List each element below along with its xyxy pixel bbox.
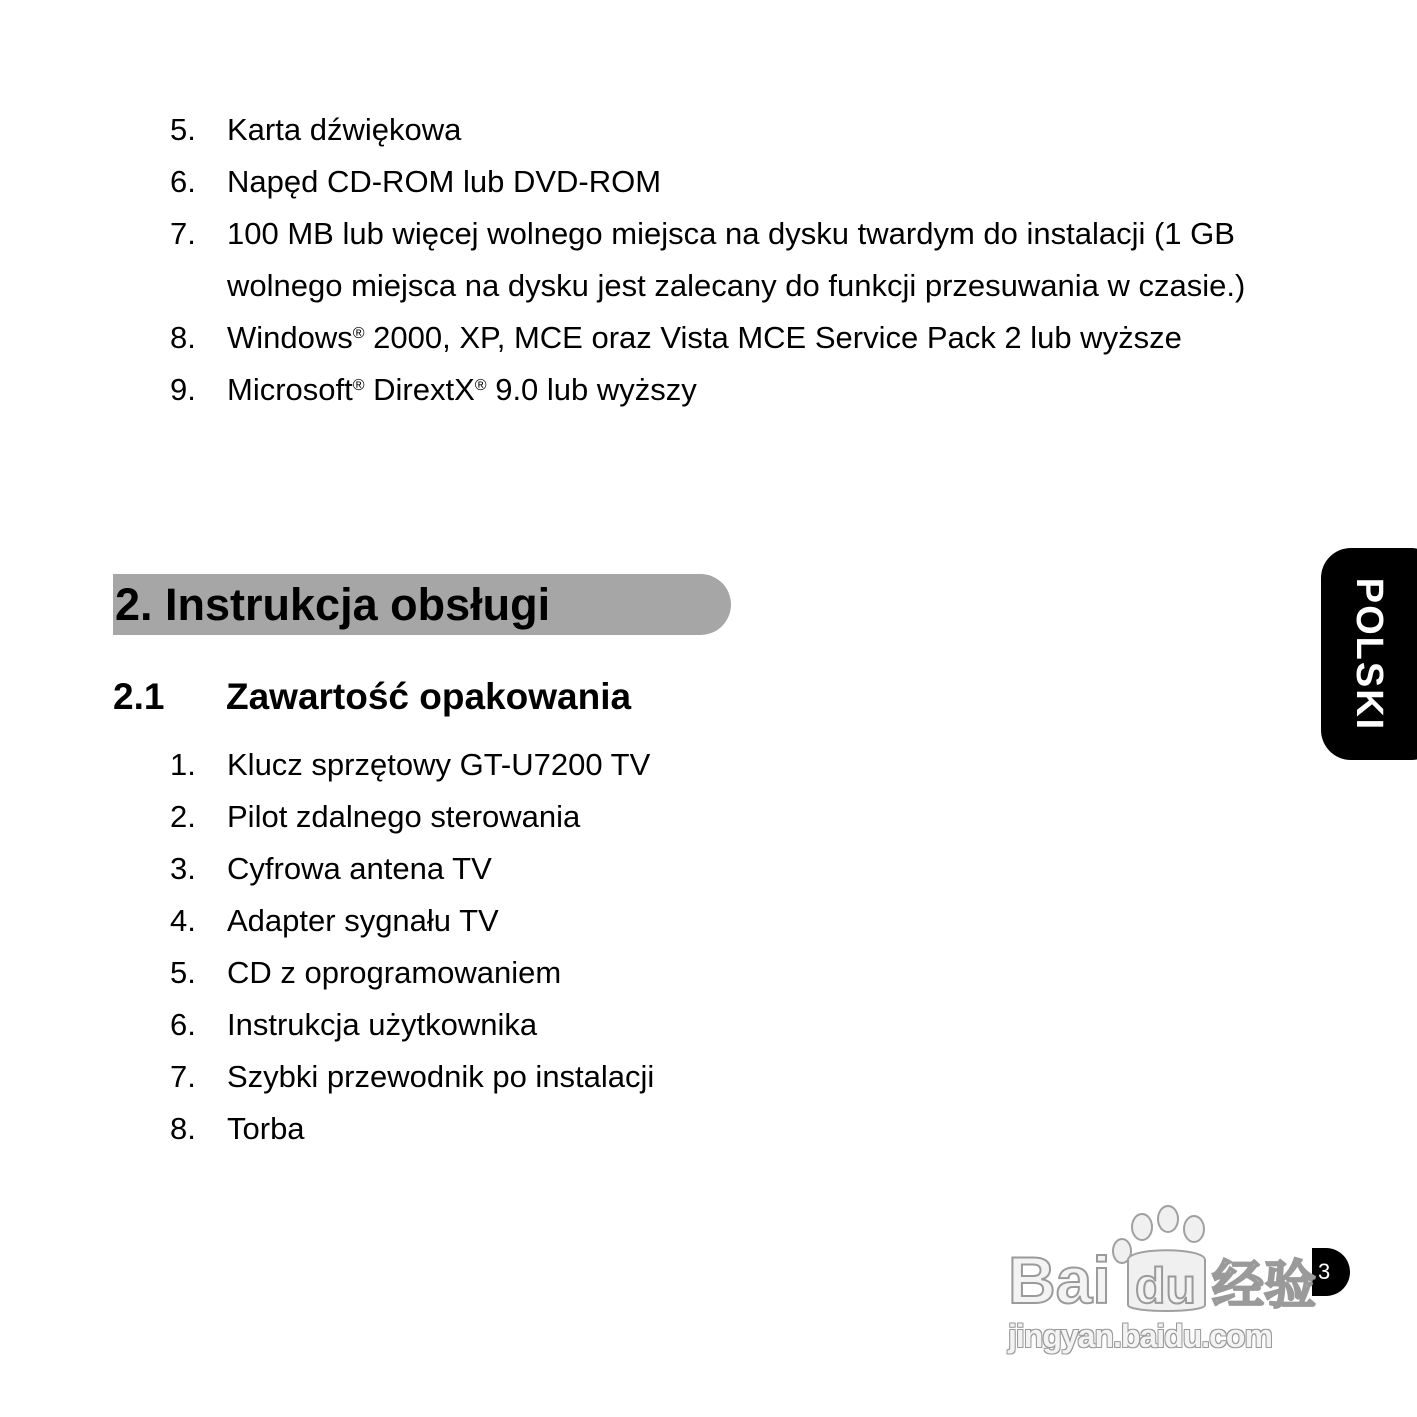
section-title: 2. Instrukcja obsługi xyxy=(115,579,551,630)
watermark-url: jingyan.baidu.com xyxy=(1008,1318,1272,1354)
watermark-du: du xyxy=(1135,1258,1197,1314)
list-number: 8. xyxy=(170,1111,196,1146)
baidu-watermark-logo xyxy=(1000,1205,1330,1315)
list-number: 4. xyxy=(170,903,196,938)
list-number: 7. xyxy=(170,1059,196,1094)
list-text: Napęd CD-ROM lub DVD-ROM xyxy=(227,164,662,199)
registered-mark: ® xyxy=(352,377,365,394)
list-text: 100 MB lub więcej wolnego miejsca na dysku twardym do instalacji (1 GB xyxy=(227,216,1235,251)
list-number: 2. xyxy=(170,799,196,834)
list-number: 8. xyxy=(170,320,196,355)
directx-version: 9.0 lub wyższy xyxy=(486,372,697,407)
list-text: Pilot zdalnego sterowania xyxy=(227,799,581,834)
list-number: 9. xyxy=(170,372,196,407)
list-text: Instrukcja użytkownika xyxy=(227,1007,538,1042)
list-number: 6. xyxy=(170,164,196,199)
list-number: 5. xyxy=(170,112,196,147)
language-text: POLSKI xyxy=(1348,577,1391,731)
list-number: 1. xyxy=(170,747,196,782)
subsection-title: Zawartość opakowania xyxy=(226,676,632,717)
subsection-number: 2.1 xyxy=(113,676,165,717)
list-number: 6. xyxy=(170,1007,196,1042)
registered-mark: ® xyxy=(352,325,365,342)
watermark-bai: Bai xyxy=(1008,1243,1111,1315)
list-text: Torba xyxy=(227,1111,305,1146)
list-text xyxy=(227,372,697,408)
microsoft-label: Microsoft xyxy=(227,372,353,407)
watermark-jingyan: 经验 xyxy=(1212,1256,1317,1315)
windows-label: Windows xyxy=(227,320,353,355)
page-number: 3 xyxy=(1318,1259,1331,1284)
list-text: Karta dźwiękowa xyxy=(227,112,462,147)
list-number: 5. xyxy=(170,955,196,990)
list-text: Klucz sprzętowy GT-U7200 TV xyxy=(227,747,651,782)
list-number: 7. xyxy=(170,216,196,251)
registered-mark: ® xyxy=(474,377,487,394)
list-text: CD z oprogramowaniem xyxy=(227,955,562,990)
list-text: Adapter sygnału TV xyxy=(227,903,499,938)
list-text: wolnego miejsca na dysku jest zalecany do funkcji przesuwania w czasie.) xyxy=(227,268,1246,303)
list-text: Cyfrowa antena TV xyxy=(227,851,492,886)
list-text xyxy=(227,320,1182,356)
directx-label: DirextX xyxy=(364,372,475,407)
list-text: Szybki przewodnik po instalacji xyxy=(227,1059,655,1094)
list-number: 3. xyxy=(170,851,196,886)
language-tab-label xyxy=(1321,548,1417,760)
windows-versions: 2000, XP, MCE oraz Vista MCE Service Pack 2 lub wyższe xyxy=(364,320,1182,355)
